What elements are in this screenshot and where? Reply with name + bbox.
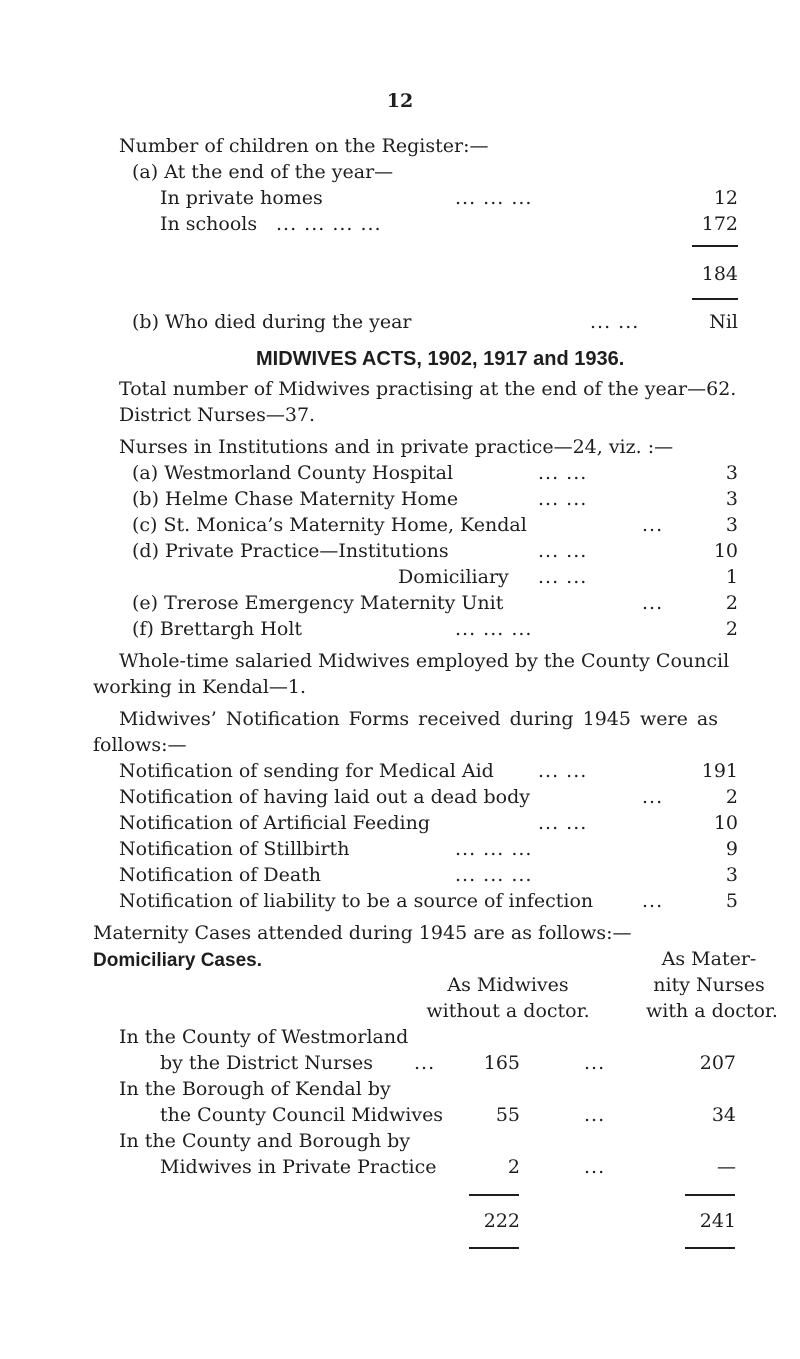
col2-header-line: with a doctor. [646,1000,778,1022]
col1-header-line: As Midwives [447,974,569,996]
item-value: 10 [713,812,738,834]
item-dots: ... [642,592,664,614]
total-rule [685,1194,735,1196]
item-label: (a) Westmorland County Hospital [132,462,454,484]
item-label: (d) Private Practice—Institutions [132,540,449,562]
item-dots: ... [642,514,664,536]
item-value: 3 [725,864,738,886]
col2-total: 241 [699,1210,736,1232]
row-dots: ... [584,1052,606,1074]
item-value: 9 [725,838,738,860]
row-label: In the County of Westmorland [119,1026,409,1048]
col2-value: 207 [699,1052,736,1074]
item-dots: ... ... [538,760,588,782]
item-label: (c) St. Monica’s Maternity Home, Kendal [132,514,527,536]
register-heading: Number of children on the Register:— [119,135,489,157]
row-dots: ... ... ... [455,187,533,209]
row-dots: ... ... ... ... [276,213,382,235]
item-dots: ... ... ... [455,838,533,860]
register-total: 184 [701,263,738,285]
item-value: 2 [725,618,738,640]
item-value: 2 [725,592,738,614]
district-nurses-line: District Nurses—37. [119,404,316,426]
item-value: 5 [725,890,738,912]
item-label: Notification of sending for Medical Aid [119,760,494,782]
col2-header-line: As Mater- [661,948,757,970]
total-rule [692,245,738,247]
midwives-heading: MIDWIVES ACTS, 1902, 1917 and 1936. [256,348,625,370]
item-value: 3 [725,488,738,510]
col2-header-line: nity Nurses [653,974,765,996]
died-label: (b) Who died during the year [132,311,412,333]
item-dots: ... ... [538,488,588,510]
item-dots: ... [642,890,664,912]
col1-value: 165 [483,1052,520,1074]
item-label: (b) Helme Chase Maternity Home [132,488,459,510]
row-label: In the Borough of Kendal by [119,1078,391,1100]
total-rule [685,1247,735,1249]
col1-total: 222 [483,1210,520,1232]
row-value: 172 [701,213,738,235]
total-rule [469,1194,519,1196]
item-value: 2 [725,786,738,808]
maternity-intro: Maternity Cases attended during 1945 are as follows:— [93,922,632,944]
forms-line-1: Midwives’ Notification Forms received during 1945 were as [119,708,718,730]
item-value: 1 [725,566,738,588]
whole-time-line-2: working in Kendal—1. [93,676,307,698]
item-dots: ... ... [538,462,588,484]
item-value: 10 [713,540,738,562]
item-dots: ... ... ... [455,618,533,640]
register-sub-a: (a) At the end of the year— [132,161,394,183]
item-label: Notification of having laid out a dead body [119,786,531,808]
row-dots: ... [414,1052,436,1074]
item-label: (e) Trerose Emergency Maternity Unit [132,592,504,614]
died-value: Nil [709,311,738,333]
item-value: 3 [725,462,738,484]
row-label: In private homes [160,187,323,209]
item-dots: ... [642,786,664,808]
row-label: by the District Nurses [160,1052,373,1074]
col1-value: 55 [495,1104,520,1126]
item-label: Domiciliary [398,566,509,588]
item-label: Notification of Artificial Feeding [119,812,430,834]
total-rule [692,298,738,300]
col1-value: 2 [507,1156,520,1178]
row-label: the County Council Midwives [160,1104,444,1126]
total-rule [469,1247,519,1249]
row-dots: ... [584,1156,606,1178]
col1-header-line: without a doctor. [426,1000,590,1022]
row-label: Midwives in Private Practice [160,1156,437,1178]
item-label: Notification of liability to be a source of infection [119,890,594,912]
row-value: 12 [713,187,738,209]
page-number: 12 [386,90,414,112]
item-label: (f) Brettargh Holt [132,618,303,640]
row-label: In the County and Borough by [119,1130,411,1152]
item-dots: ... ... [538,566,588,588]
row-label: In schools [160,213,258,235]
item-value: 191 [701,760,738,782]
item-dots: ... ... [538,812,588,834]
row-dots: ... [584,1104,606,1126]
col2-value: — [717,1156,736,1178]
item-label: Notification of Stillbirth [119,838,350,860]
died-dots: ... ... [590,311,640,333]
item-label: Notification of Death [119,864,322,886]
whole-time-line-1: Whole-time salaried Midwives employed by the County Council [119,650,730,672]
item-dots: ... ... ... [455,864,533,886]
midwives-total-line: Total number of Midwives practising at the end of the year—62. [119,378,737,400]
item-dots: ... ... [538,540,588,562]
domiciliary-heading: Domiciliary Cases. [93,950,262,971]
item-value: 3 [725,514,738,536]
institutions-line: Nurses in Institutions and in private practice—24, viz. :— [119,436,674,458]
col2-value: 34 [711,1104,736,1126]
forms-line-2: follows:— [93,734,187,756]
